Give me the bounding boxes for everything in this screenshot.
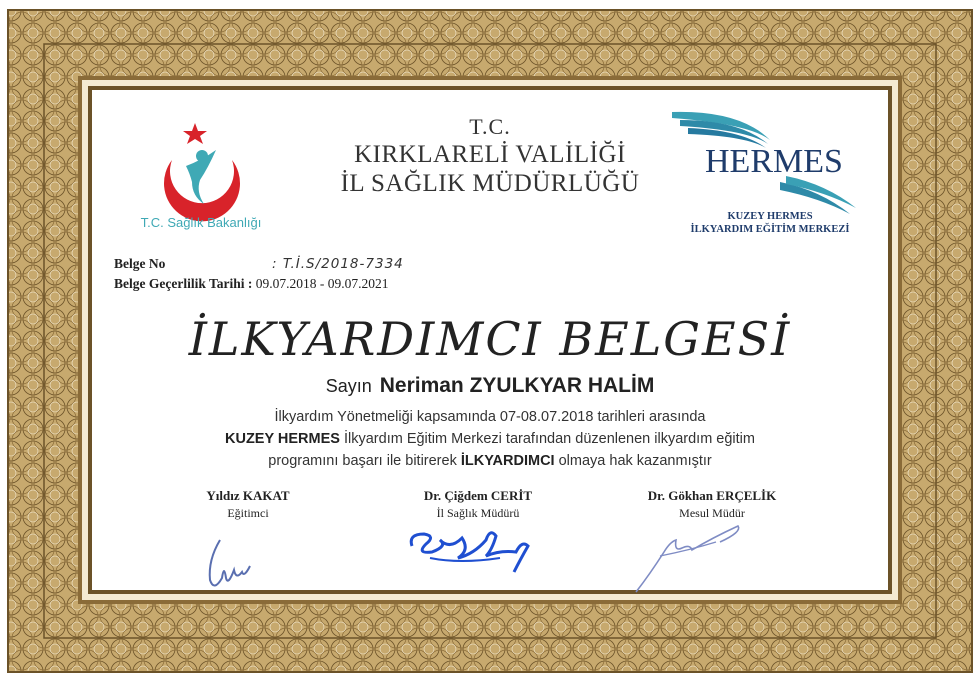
hermes-sub-line1: KUZEY HERMES [727, 211, 813, 222]
recipient-line [0, 374, 980, 398]
body-line-2 [110, 428, 870, 450]
body-line-2-rest: İlkyardım Eğitim Merkezi tarafından düzenlenen ilkyardım eğitim [339, 431, 755, 447]
doc-no-label: Belge No [114, 256, 166, 271]
certificate-title: İLKYARDIMCI BELGESİ [188, 312, 792, 366]
body-line-3 [110, 450, 870, 472]
body-line-3-start: programını başarı ile bitirerek [268, 453, 461, 469]
body-line-2-bold: KUZEY HERMES [225, 431, 340, 447]
header-directorate: İL SAĞLIK MÜDÜRLÜĞÜ [340, 170, 640, 197]
hermes-logo [670, 110, 860, 220]
signatory-1-role: Eğitimci [227, 506, 269, 520]
certificate-body [110, 406, 870, 472]
signatory-1-name: Yıldız KAKAT [206, 488, 290, 503]
salutation: Sayın [325, 376, 372, 396]
signatory-3-role: Mesul Müdür [679, 506, 745, 520]
signature-3 [620, 512, 820, 602]
validity-value: 09.07.2018 - 09.07.2021 [255, 276, 389, 291]
hermes-wordmark: HERMES [705, 143, 843, 180]
body-line-1: İlkyardım Yönetmeliği kapsamında 07-08.07.2018 tarihleri arasında [274, 409, 706, 425]
signatory-2-role: İl Sağlık Müdürü [436, 506, 520, 520]
signatory-1 [148, 488, 348, 521]
doc-no-value: : T.İ.S/2018-7334 [272, 256, 404, 272]
body-line-3-end: olmaya hak kazanmıştır [554, 453, 712, 469]
body-line-3-bold: İLKYARDIMCI [460, 453, 555, 469]
validity-label: Belge Geçerlilik Tarihi : [114, 276, 253, 291]
signature-2 [390, 510, 590, 600]
validity-row [114, 274, 404, 293]
header-governorship: KIRKLARELİ VALİLİĞİ [354, 141, 626, 168]
signatory-2-name: Dr. Çiğdem CERİT [423, 488, 533, 503]
signature-1 [180, 520, 380, 610]
hermes-subtitle [672, 210, 868, 236]
signatory-3-name: Dr. Gökhan ERÇELİK [647, 488, 777, 503]
recipient-name: Neriman ZYULKYAR HALİM [379, 374, 655, 397]
hermes-sub-line2: İLKYARDIM EĞİTİM MERKEZİ [690, 224, 850, 235]
ministry-name: T.C. Sağlık Bakanlığı [140, 215, 262, 230]
document-meta [114, 254, 404, 293]
doc-no-row [114, 254, 404, 274]
header-tc: T.C. [469, 114, 511, 139]
